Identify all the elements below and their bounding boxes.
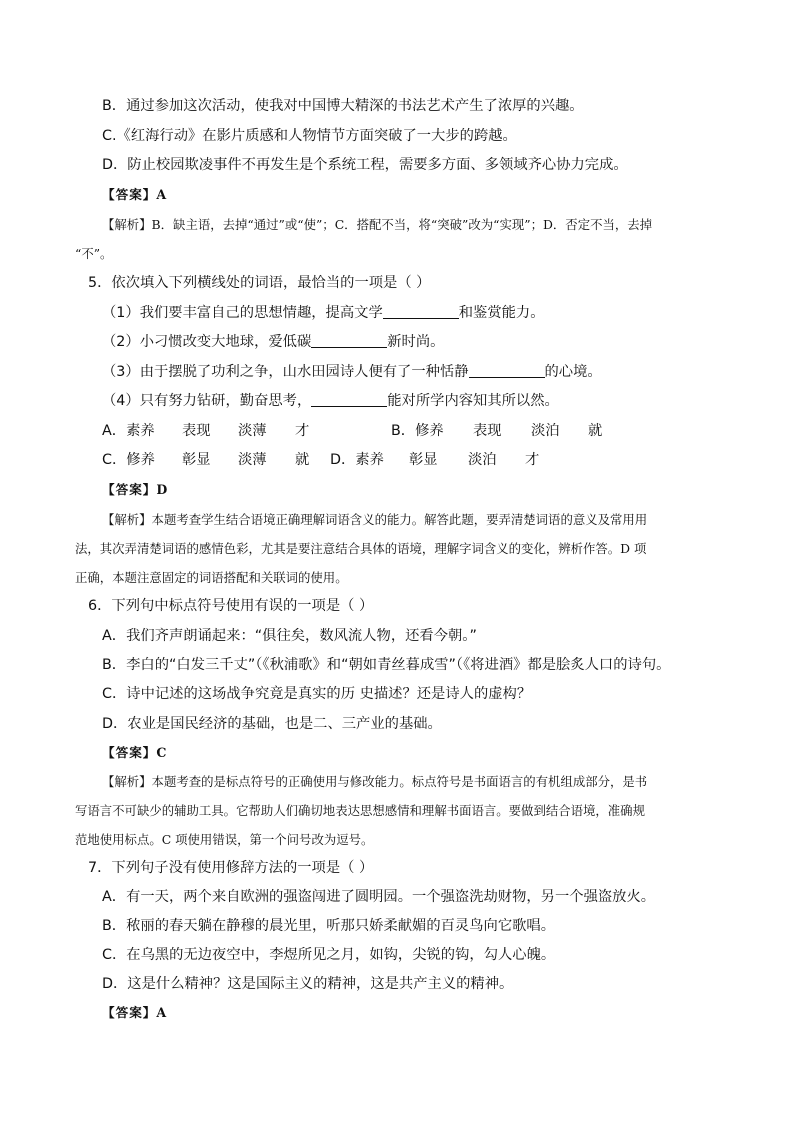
q5-opt-d-3: 淡泊	[468, 452, 497, 468]
q5-opt-d-1: D．素养	[330, 452, 384, 468]
q5-opt-b-4: 就	[588, 423, 603, 439]
q5-sentence-2	[102, 332, 444, 352]
q5-opt-b-1: B．修养	[391, 423, 444, 439]
q6-analysis-line2: 写语言不可缺少的辅助工具。它帮助人们确切地表达思想感情和理解书面语言。要做到结合语境，准确规	[75, 803, 645, 818]
q5-stem: 5．依次填入下列横线处的词语，最恰当的一项是（ ）	[88, 275, 431, 291]
q5-opt-d-2: 彰显	[409, 452, 438, 468]
q5-sentence-1	[102, 303, 545, 323]
q5-opt-a-1: A．素养	[102, 423, 155, 439]
q5-s3-text-a: （3）由于摆脱了功利之争，山水田园诗人便有了一种恬静	[102, 364, 469, 380]
q5-s2-text-b: 新时尚。	[387, 334, 445, 350]
q4-option-c: C.《红海行动》在影片质感和人物情节方面突破了一大步的跨越。	[102, 128, 517, 144]
q6-analysis-line1: 【解析】本题考查的是标点符号的正确使用与修改能力。标点符号是书面语言的有机组成部分，是书	[102, 774, 648, 789]
q5-options-row2	[102, 450, 539, 470]
q5-s4-text-b: 能对所学内容知其所以然。	[387, 393, 559, 409]
q5-opt-a-2: 表现	[182, 423, 211, 439]
q7-stem: 7．下列句子没有使用修辞方法的一项是（ ）	[88, 860, 374, 876]
q5-opt-b-3: 淡泊	[531, 423, 560, 439]
q5-analysis-line2: 法，其次弄清楚词语的感情色彩，尤其是要注意结合具体的语境，理解字词含义的变化，辨析作答。D 项	[75, 541, 647, 556]
q5-analysis-line1: 【解析】本题考查学生结合语境正确理解词语含义的能力。解答此题，要弄清楚词语的意义及常用用	[102, 512, 648, 527]
q4-analysis-line2: “不”。	[75, 246, 113, 261]
q6-analysis-line3: 范地使用标点。C 项使用错误，第一个问号改为逗号。	[75, 832, 374, 847]
q7-option-c: C．在乌黑的无边夜空中，李煜所见之月，如钩，尖锐的钩，勾人心魄。	[102, 947, 556, 963]
q5-s2-text-a: （2）小刁惯改变大地球，爱低碳	[102, 334, 312, 350]
q5-sentence-4	[102, 391, 559, 411]
q6-option-a: A．我们齐声朗诵起来：“俱往矣，数风流人物，还看今朝。”	[102, 628, 477, 644]
q5-opt-c-4: 就	[295, 452, 310, 468]
q5-opt-a-3: 淡薄	[238, 423, 267, 439]
q4-option-d: D．防止校园欺凌事件不再发生是个系统工程，需要多方面、多领域齐心协力完成。	[102, 157, 628, 173]
q6-option-b: B．李白的“白发三千丈”（《秋浦歌》和“朝如青丝暮成雪”（《将进酒》都是脍炙人口的诗句。	[102, 657, 671, 673]
q7-answer: 【答案】A	[102, 1005, 168, 1020]
q5-opt-c-3: 淡薄	[238, 452, 267, 468]
q5-opt-b-2: 表现	[473, 423, 502, 439]
q5-opt-c-2: 彰显	[182, 452, 211, 468]
q5-opt-c-1: C．修养	[102, 452, 155, 468]
q5-s4-text-a: （4）只有努力钻研，勤奋思考，	[102, 393, 312, 409]
q6-option-c: C．诗中记述的这场战争究竟是真实的历 史描述？还是诗人的虚构？	[102, 686, 532, 702]
q5-sentence-3	[102, 362, 602, 382]
q5-options-row1	[102, 421, 602, 441]
q5-analysis-line3: 正确，本题注意固定的词语搭配和关联词的使用。	[75, 570, 348, 585]
q4-option-b: B．通过参加这次活动，使我对中国博大精深的书法艺术产生了浓厚的兴趣。	[102, 98, 584, 114]
fill-blank	[383, 304, 459, 319]
fill-blank	[311, 392, 387, 407]
q5-answer: 【答案】D	[102, 482, 169, 497]
q6-option-d: D．农业是国民经济的基础，也是二、三产业的基础。	[102, 716, 442, 732]
fill-blank	[311, 333, 387, 348]
q5-s3-text-b: 的心境。	[544, 364, 602, 380]
q4-answer: 【答案】A	[102, 187, 168, 202]
q7-option-a: A．有一天，两个来自欧洲的强盗闯进了圆明园。一个强盗洗劫财物，另一个强盗放火。	[102, 889, 656, 905]
q5-opt-a-4: 才	[295, 423, 310, 439]
q4-analysis-line1: 【解析】B．缺主语，去掉“通过”或“使”；C．搭配不当，将“突破”改为“实现”；D．否定不当，去掉	[102, 217, 653, 232]
fill-blank	[469, 363, 545, 378]
q7-option-d: D．这是什么精神？这是国际主义的精神，这是共产主义的精神。	[102, 976, 514, 992]
q6-stem: 6．下列句中标点符号使用有误的一项是（ ）	[88, 598, 374, 614]
q5-s1-text-b: 和鉴赏能力。	[458, 305, 545, 321]
q7-option-b: B．秾丽的春天躺在静穆的晨光里，听那只娇柔献媚的百灵鸟向它歌唱。	[102, 918, 556, 934]
q6-answer: 【答案】C	[102, 745, 168, 760]
q5-opt-d-4: 才	[525, 452, 540, 468]
q5-s1-text-a: （1）我们要丰富自己的思想情趣，提高文学	[102, 305, 383, 321]
